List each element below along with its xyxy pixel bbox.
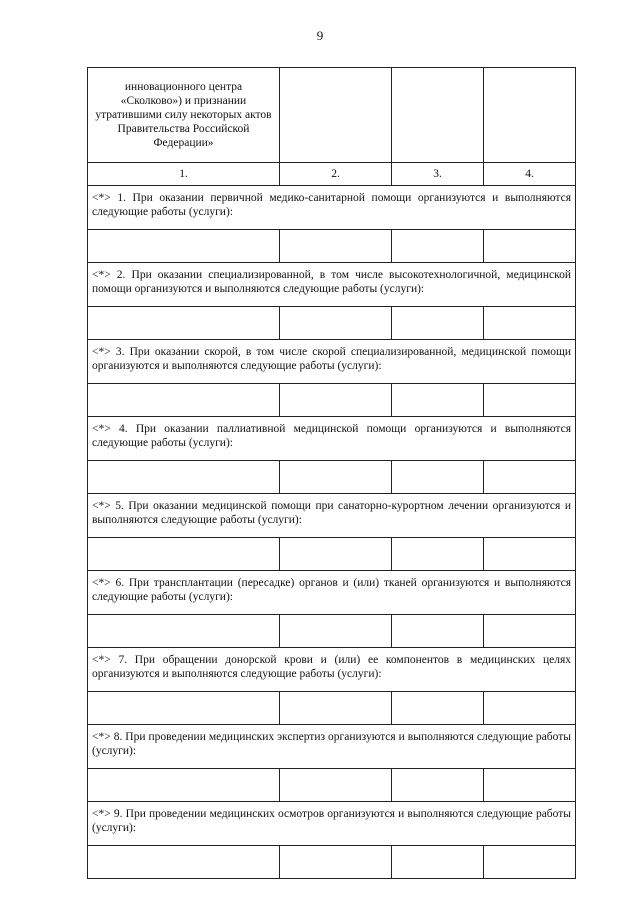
header-text-cell: инновационного центра «Сколково») и признании утратившими силу некоторых актов Правительства Российской Федерации» — [88, 68, 280, 163]
section-heading-text: <*> 8. При проведении медицинских экспертиз организуются и выполняются следующие работы (услуги): — [88, 725, 576, 769]
empty-entry-cell — [88, 538, 280, 571]
section-heading-text: <*> 2. При оказании специализированной, в том числе высокотехнологичной, медицинской помощи организуются и выполняются следующие работы (услуги): — [88, 263, 576, 307]
empty-entry-cell — [280, 384, 392, 417]
empty-entry-cell — [392, 615, 484, 648]
empty-entry-cell — [484, 384, 576, 417]
header-empty-cell — [484, 68, 576, 163]
section-heading-row — [88, 417, 576, 461]
section-entry-row — [88, 846, 576, 879]
licensing-works-table — [87, 67, 576, 879]
empty-entry-cell — [88, 692, 280, 725]
empty-entry-cell — [280, 538, 392, 571]
section-entry-row — [88, 384, 576, 417]
empty-entry-cell — [88, 384, 280, 417]
empty-entry-cell — [484, 461, 576, 494]
section-heading-row — [88, 263, 576, 307]
empty-entry-cell — [88, 615, 280, 648]
empty-entry-cell — [88, 307, 280, 340]
empty-entry-cell — [392, 461, 484, 494]
empty-entry-cell — [484, 615, 576, 648]
empty-entry-cell — [88, 230, 280, 263]
column-number-3: 3. — [392, 163, 484, 186]
header-empty-cell — [392, 68, 484, 163]
empty-entry-cell — [484, 846, 576, 879]
page-number: 9 — [316, 28, 324, 43]
section-heading-text: <*> 1. При оказании первичной медико-санитарной помощи организуются и выполняются следующие работы (услуги): — [88, 186, 576, 230]
column-number-2: 2. — [280, 163, 392, 186]
table-header-row — [88, 68, 576, 163]
section-heading-text: <*> 3. При оказании скорой, в том числе скорой специализированной, медицинской помощи организуются и выполняются следующие работы (услуги): — [88, 340, 576, 384]
empty-entry-cell — [280, 769, 392, 802]
empty-entry-cell — [484, 692, 576, 725]
section-heading-row — [88, 340, 576, 384]
section-heading-text: <*> 4. При оказании паллиативной медицинской помощи организуются и выполняются следующие работы (услуги): — [88, 417, 576, 461]
section-entry-row — [88, 230, 576, 263]
section-heading-row — [88, 571, 576, 615]
section-heading-row — [88, 725, 576, 769]
empty-entry-cell — [392, 846, 484, 879]
empty-entry-cell — [484, 538, 576, 571]
empty-entry-cell — [392, 230, 484, 263]
empty-entry-cell — [280, 461, 392, 494]
empty-entry-cell — [280, 230, 392, 263]
empty-entry-cell — [392, 538, 484, 571]
empty-entry-cell — [484, 769, 576, 802]
section-entry-row — [88, 692, 576, 725]
section-heading-row — [88, 494, 576, 538]
empty-entry-cell — [484, 307, 576, 340]
section-heading-text: <*> 7. При обращении донорской крови и (или) ее компонентов в медицинских целях организуются и выполняются следующие работы (услуги): — [88, 648, 576, 692]
section-heading-row — [88, 186, 576, 230]
empty-entry-cell — [392, 769, 484, 802]
empty-entry-cell — [88, 846, 280, 879]
header-empty-cell — [280, 68, 392, 163]
empty-entry-cell — [392, 692, 484, 725]
section-entry-row — [88, 461, 576, 494]
section-heading-text: <*> 6. При трансплантации (пересадке) органов и (или) тканей организуются и выполняются следующие работы (услуги): — [88, 571, 576, 615]
section-entry-row — [88, 307, 576, 340]
section-heading-row — [88, 648, 576, 692]
section-heading-row — [88, 802, 576, 846]
section-entry-row — [88, 769, 576, 802]
empty-entry-cell — [280, 692, 392, 725]
empty-entry-cell — [280, 615, 392, 648]
section-heading-text: <*> 9. При проведении медицинских осмотров организуются и выполняются следующие работы (услуги): — [88, 802, 576, 846]
section-entry-row — [88, 538, 576, 571]
empty-entry-cell — [484, 230, 576, 263]
column-number-4: 4. — [484, 163, 576, 186]
empty-entry-cell — [280, 846, 392, 879]
empty-entry-cell — [280, 307, 392, 340]
section-heading-text: <*> 5. При оказании медицинской помощи при санаторно-курортном лечении организуются и выполняются следующие работы (услуги): — [88, 494, 576, 538]
section-entry-row — [88, 615, 576, 648]
column-number-1: 1. — [88, 163, 280, 186]
empty-entry-cell — [392, 307, 484, 340]
empty-entry-cell — [392, 384, 484, 417]
empty-entry-cell — [88, 461, 280, 494]
empty-entry-cell — [88, 769, 280, 802]
column-number-row — [88, 163, 576, 186]
